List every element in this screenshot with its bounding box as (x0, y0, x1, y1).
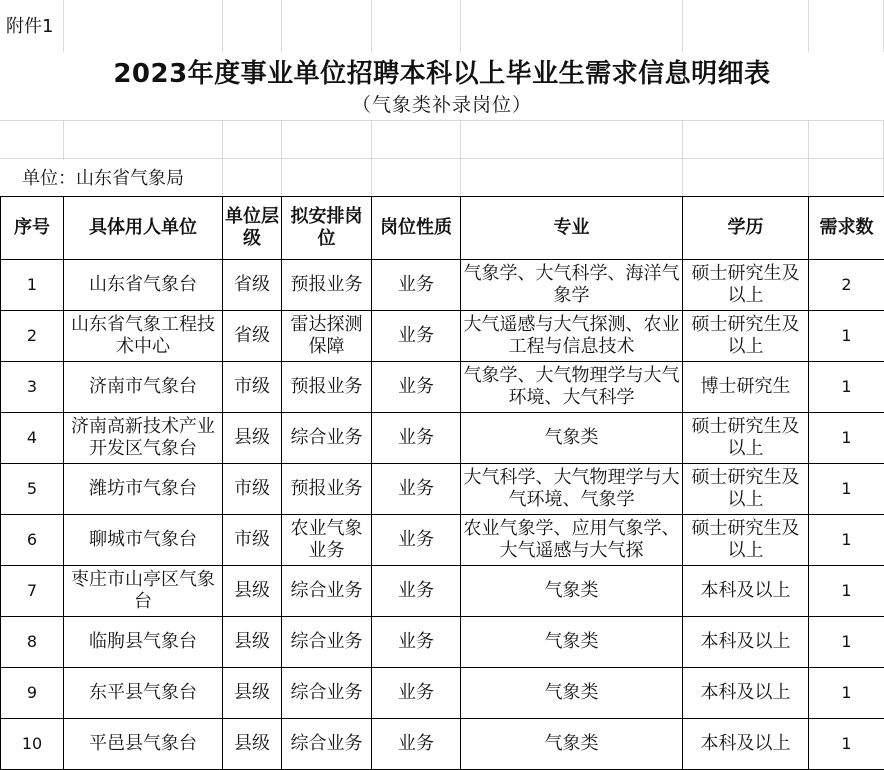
cell-level: 县级 (223, 719, 282, 770)
cell-post-type: 业务 (372, 464, 461, 515)
table-row (1, 719, 884, 770)
cell-employer: 济南市气象台 (64, 362, 223, 413)
table-row (1, 362, 884, 413)
cell-post: 综合业务 (282, 413, 372, 464)
cell-post: 农业气象业务 (282, 515, 372, 566)
table-row (1, 413, 884, 464)
cell-seq: 6 (1, 515, 64, 566)
cell-seq: 2 (1, 311, 64, 362)
cell-seq: 8 (1, 617, 64, 668)
page-subtitle: （气象类补录岗位） (0, 93, 884, 117)
cell-seq: 9 (1, 668, 64, 719)
cell-major: 气象类 (461, 668, 683, 719)
header-post-type: 岗位性质 (372, 197, 461, 260)
header-level: 单位层级 (223, 197, 282, 260)
cell-education: 硕士研究生及以上 (683, 464, 809, 515)
cell-major: 大气遥感与大气探测、农业工程与信息技术 (461, 311, 683, 362)
cell-level: 县级 (223, 668, 282, 719)
cell-major: 气象类 (461, 719, 683, 770)
cell-employer: 济南高新技术产业开发区气象台 (64, 413, 223, 464)
cell-level: 市级 (223, 362, 282, 413)
requirements-table (0, 196, 884, 770)
cell-post-type: 业务 (372, 260, 461, 311)
cell-education: 硕士研究生及以上 (683, 413, 809, 464)
cell-post: 预报业务 (282, 464, 372, 515)
cell-education: 硕士研究生及以上 (683, 311, 809, 362)
cell-major: 气象类 (461, 413, 683, 464)
cell-major: 农业气象学、应用气象学、大气遥感与大气探 (461, 515, 683, 566)
unit-line: 单位：山东省气象局 (22, 167, 184, 191)
cell-post-type: 业务 (372, 311, 461, 362)
cell-post-type: 业务 (372, 617, 461, 668)
cell-seq: 4 (1, 413, 64, 464)
cell-post: 雷达探测保障 (282, 311, 372, 362)
cell-education: 硕士研究生及以上 (683, 260, 809, 311)
cell-post: 预报业务 (282, 362, 372, 413)
header-post: 拟安排岗位 (282, 197, 372, 260)
cell-seq: 7 (1, 566, 64, 617)
cell-post-type: 业务 (372, 668, 461, 719)
cell-seq: 3 (1, 362, 64, 413)
cell-seq: 5 (1, 464, 64, 515)
cell-level: 省级 (223, 260, 282, 311)
cell-employer: 聊城市气象台 (64, 515, 223, 566)
header-count: 需求数 (809, 197, 884, 260)
cell-major: 大气科学、大气物理学与大气环境、气象学 (461, 464, 683, 515)
cell-education: 本科及以上 (683, 566, 809, 617)
cell-post: 综合业务 (282, 719, 372, 770)
cell-count: 1 (809, 464, 884, 515)
cell-education: 本科及以上 (683, 719, 809, 770)
cell-post: 综合业务 (282, 617, 372, 668)
cell-level: 县级 (223, 617, 282, 668)
header-employer: 具体用人单位 (64, 197, 223, 260)
cell-level: 省级 (223, 311, 282, 362)
cell-employer: 临朐县气象台 (64, 617, 223, 668)
table-row (1, 668, 884, 719)
cell-post: 综合业务 (282, 566, 372, 617)
cell-post-type: 业务 (372, 719, 461, 770)
cell-count: 2 (809, 260, 884, 311)
cell-post: 综合业务 (282, 668, 372, 719)
table-row (1, 260, 884, 311)
cell-major: 气象学、大气科学、海洋气象学 (461, 260, 683, 311)
cell-seq: 1 (1, 260, 64, 311)
cell-count: 1 (809, 566, 884, 617)
cell-count: 1 (809, 362, 884, 413)
header-education: 学历 (683, 197, 809, 260)
cell-employer: 山东省气象台 (64, 260, 223, 311)
cell-count: 1 (809, 413, 884, 464)
cell-post-type: 业务 (372, 566, 461, 617)
page-title: 2023年度事业单位招聘本科以上毕业生需求信息明细表 (0, 57, 884, 91)
table-row (1, 311, 884, 362)
table-row (1, 515, 884, 566)
cell-level: 县级 (223, 413, 282, 464)
cell-employer: 潍坊市气象台 (64, 464, 223, 515)
cell-post-type: 业务 (372, 413, 461, 464)
table-row (1, 566, 884, 617)
cell-seq: 10 (1, 719, 64, 770)
cell-education: 本科及以上 (683, 668, 809, 719)
cell-level: 县级 (223, 566, 282, 617)
cell-post: 预报业务 (282, 260, 372, 311)
header-row (1, 197, 884, 260)
cell-count: 1 (809, 311, 884, 362)
cell-count: 1 (809, 617, 884, 668)
cell-education: 硕士研究生及以上 (683, 515, 809, 566)
cell-major: 气象类 (461, 566, 683, 617)
cell-count: 1 (809, 719, 884, 770)
header-seq: 序号 (1, 197, 64, 260)
cell-employer: 平邑县气象台 (64, 719, 223, 770)
cell-post-type: 业务 (372, 515, 461, 566)
cell-employer: 山东省气象工程技术中心 (64, 311, 223, 362)
cell-post-type: 业务 (372, 362, 461, 413)
cell-level: 市级 (223, 515, 282, 566)
cell-count: 1 (809, 515, 884, 566)
cell-education: 本科及以上 (683, 617, 809, 668)
cell-major: 气象学、大气物理学与大气环境、大气科学 (461, 362, 683, 413)
header-major: 专业 (461, 197, 683, 260)
cell-level: 市级 (223, 464, 282, 515)
cell-employer: 东平县气象台 (64, 668, 223, 719)
attachment-label: 附件1 (6, 16, 53, 38)
table-row (1, 464, 884, 515)
cell-education: 博士研究生 (683, 362, 809, 413)
cell-employer: 枣庄市山亭区气象台 (64, 566, 223, 617)
cell-major: 气象类 (461, 617, 683, 668)
cell-count: 1 (809, 668, 884, 719)
table-row (1, 617, 884, 668)
